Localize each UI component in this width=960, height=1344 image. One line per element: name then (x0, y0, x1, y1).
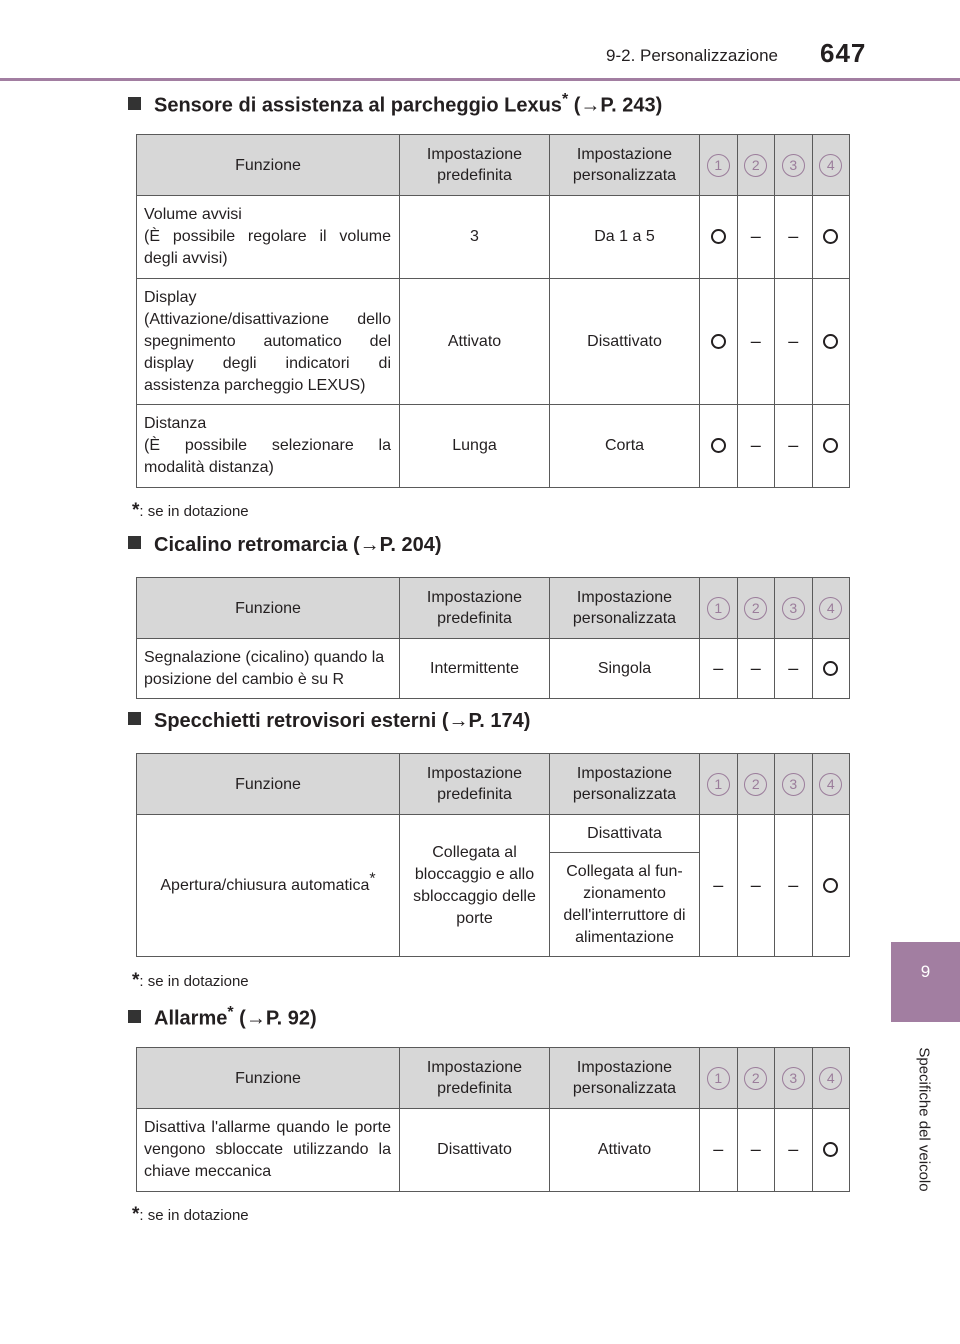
mark-cell (700, 279, 738, 405)
custom-option-cell: Collegata al fun-zionamento dell'interruttore di alimentazione (550, 853, 700, 957)
mark-cell (812, 639, 850, 699)
col-default: Impostazione predefinita (400, 578, 550, 639)
function-cell: Apertura/chiusura automatica* (137, 815, 400, 957)
mark-cell (775, 196, 813, 279)
footnote: *: se in dotazione (132, 970, 249, 991)
table-header-row (137, 754, 850, 815)
section-title-parking-sensor: Sensore di assistenza al parcheggio Lexus* (→P. 243) (128, 91, 662, 118)
mark-cell (812, 405, 850, 488)
table-row (137, 405, 850, 488)
circled-1-icon: 1 (707, 154, 730, 177)
table-reverse-buzzer (136, 577, 850, 699)
circled-4-icon: 4 (819, 773, 842, 796)
col-function: Funzione (137, 135, 400, 196)
col-4 (812, 578, 850, 639)
table-row (137, 279, 850, 405)
dash-mark: – (750, 330, 761, 351)
footnote: *: se in dotazione (132, 500, 249, 521)
mark-cell (737, 1109, 775, 1192)
function-cell: Display (Attivazione/disattivazione dello spegnimento automatico del display degli indicatori di assistenza parcheggio LEXUS) (137, 279, 400, 405)
table-row (137, 1109, 850, 1192)
col-1 (700, 1048, 738, 1109)
mark-cell (737, 639, 775, 699)
custom-cell: Corta (550, 405, 700, 488)
circle-mark-icon (823, 1142, 838, 1157)
col-function: Funzione (137, 1048, 400, 1109)
custom-cell: Singola (550, 639, 700, 699)
circled-4-icon: 4 (819, 1067, 842, 1090)
dash-mark: – (713, 657, 724, 678)
col-2 (737, 754, 775, 815)
mark-cell (737, 279, 775, 405)
col-custom: Impostazione personalizzata (550, 578, 700, 639)
col-default: Impostazione predefinita (400, 135, 550, 196)
col-function: Funzione (137, 578, 400, 639)
section-title-mirrors: Specchietti retrovisori esterni (→P. 174) (128, 710, 530, 733)
mark-cell (775, 815, 813, 957)
col-function: Funzione (137, 754, 400, 815)
dash-mark: – (750, 657, 761, 678)
col-1 (700, 135, 738, 196)
circled-3-icon: 3 (782, 597, 805, 620)
mark-cell (775, 639, 813, 699)
chapter-tab[interactable] (891, 942, 960, 1022)
circled-2-icon: 2 (744, 597, 767, 620)
circled-2-icon: 2 (744, 154, 767, 177)
table-row (137, 815, 850, 853)
chapter-number: 9 (920, 962, 931, 981)
dash-mark: – (750, 1139, 761, 1159)
dash-mark: – (788, 874, 799, 895)
mark-cell (700, 405, 738, 488)
mark-cell (812, 196, 850, 279)
mark-cell (737, 405, 775, 488)
function-cell: Segnalazione (cicalino) quando la posizione del cambio è su R (137, 639, 400, 699)
chapter-title: Specifiche del veicolo (915, 1047, 933, 1192)
circle-mark-icon (823, 878, 838, 893)
custom-option-cell: Disattivata (550, 815, 700, 853)
mark-cell (737, 196, 775, 279)
col-default: Impostazione predefinita (400, 754, 550, 815)
section-title-reverse-buzzer: Cicalino retromarcia (→P. 204) (128, 534, 442, 557)
table-header-row (137, 578, 850, 639)
custom-cell: Disattivato (550, 279, 700, 405)
col-4 (812, 754, 850, 815)
circled-2-icon: 2 (744, 773, 767, 796)
default-cell: 3 (400, 196, 550, 279)
dash-mark: – (750, 226, 761, 246)
dash-mark: – (788, 657, 799, 678)
table-mirrors (136, 753, 850, 957)
col-custom: Impostazione personalizzata (550, 754, 700, 815)
mark-cell (775, 405, 813, 488)
dash-mark: – (713, 1139, 724, 1159)
default-cell: Disattivato (400, 1109, 550, 1192)
page-number: 647 (820, 38, 867, 68)
square-bullet-icon (128, 536, 141, 549)
circled-3-icon: 3 (782, 1067, 805, 1090)
mark-cell (700, 1109, 738, 1192)
footnote: *: se in dotazione (132, 1204, 249, 1225)
custom-cell: Da 1 a 5 (550, 196, 700, 279)
table-header-row (137, 135, 850, 196)
circled-3-icon: 3 (782, 154, 805, 177)
circled-3-icon: 3 (782, 773, 805, 796)
dash-mark: – (788, 226, 799, 246)
col-3 (775, 754, 813, 815)
mark-cell (775, 1109, 813, 1192)
col-2 (737, 578, 775, 639)
mark-cell (737, 815, 775, 957)
function-cell: Disattiva l'allarme quando le porte vengono sbloccate utilizzando la chiave meccanica (137, 1109, 400, 1192)
col-custom: Impostazione personalizzata (550, 135, 700, 196)
square-bullet-icon (128, 712, 141, 725)
col-3 (775, 135, 813, 196)
dash-mark: – (750, 874, 761, 895)
mark-cell (812, 279, 850, 405)
circle-mark-icon (711, 229, 726, 244)
circled-2-icon: 2 (744, 1067, 767, 1090)
function-cell: Distanza (È possibile selezionare la modalità distanza) (137, 405, 400, 488)
col-1 (700, 754, 738, 815)
dash-mark: – (713, 874, 724, 895)
section-title-alarm: Allarme* (→P. 92) (128, 1004, 317, 1031)
mark-cell (700, 196, 738, 279)
col-4 (812, 135, 850, 196)
mark-cell (700, 639, 738, 699)
col-2 (737, 1048, 775, 1109)
col-3 (775, 578, 813, 639)
function-cell: Volume avvisi (È possibile regolare il volume degli avvisi) (137, 196, 400, 279)
circle-mark-icon (711, 334, 726, 349)
table-row (137, 639, 850, 699)
table-header-row (137, 1048, 850, 1109)
custom-cell: Attivato (550, 1109, 700, 1192)
header-section-title: 9-2. Personalizzazione (606, 46, 778, 65)
col-default: Impostazione predefinita (400, 1048, 550, 1109)
mark-cell (812, 1109, 850, 1192)
dash-mark: – (788, 330, 799, 351)
circle-mark-icon (823, 229, 838, 244)
circled-1-icon: 1 (707, 1067, 730, 1090)
circled-4-icon: 4 (819, 597, 842, 620)
table-parking-sensor (136, 134, 850, 488)
default-cell: Lunga (400, 405, 550, 488)
circled-1-icon: 1 (707, 773, 730, 796)
default-cell: Collegata al bloccaggio e allo sbloccaggio delle porte (400, 815, 550, 957)
dash-mark: – (750, 435, 761, 455)
header-rule (0, 78, 960, 81)
circled-1-icon: 1 (707, 597, 730, 620)
col-3 (775, 1048, 813, 1109)
square-bullet-icon (128, 97, 141, 110)
circle-mark-icon (823, 661, 838, 676)
mark-cell (775, 279, 813, 405)
circle-mark-icon (823, 334, 838, 349)
circle-mark-icon (711, 438, 726, 453)
dash-mark: – (788, 1139, 799, 1159)
dash-mark: – (788, 435, 799, 455)
col-4 (812, 1048, 850, 1109)
square-bullet-icon (128, 1010, 141, 1023)
circled-4-icon: 4 (819, 154, 842, 177)
col-2 (737, 135, 775, 196)
table-alarm (136, 1047, 850, 1192)
circle-mark-icon (823, 438, 838, 453)
default-cell: Intermittente (400, 639, 550, 699)
table-row (137, 196, 850, 279)
col-1 (700, 578, 738, 639)
col-custom: Impostazione personalizzata (550, 1048, 700, 1109)
mark-cell (812, 815, 850, 957)
mark-cell (700, 815, 738, 957)
default-cell: Attivato (400, 279, 550, 405)
